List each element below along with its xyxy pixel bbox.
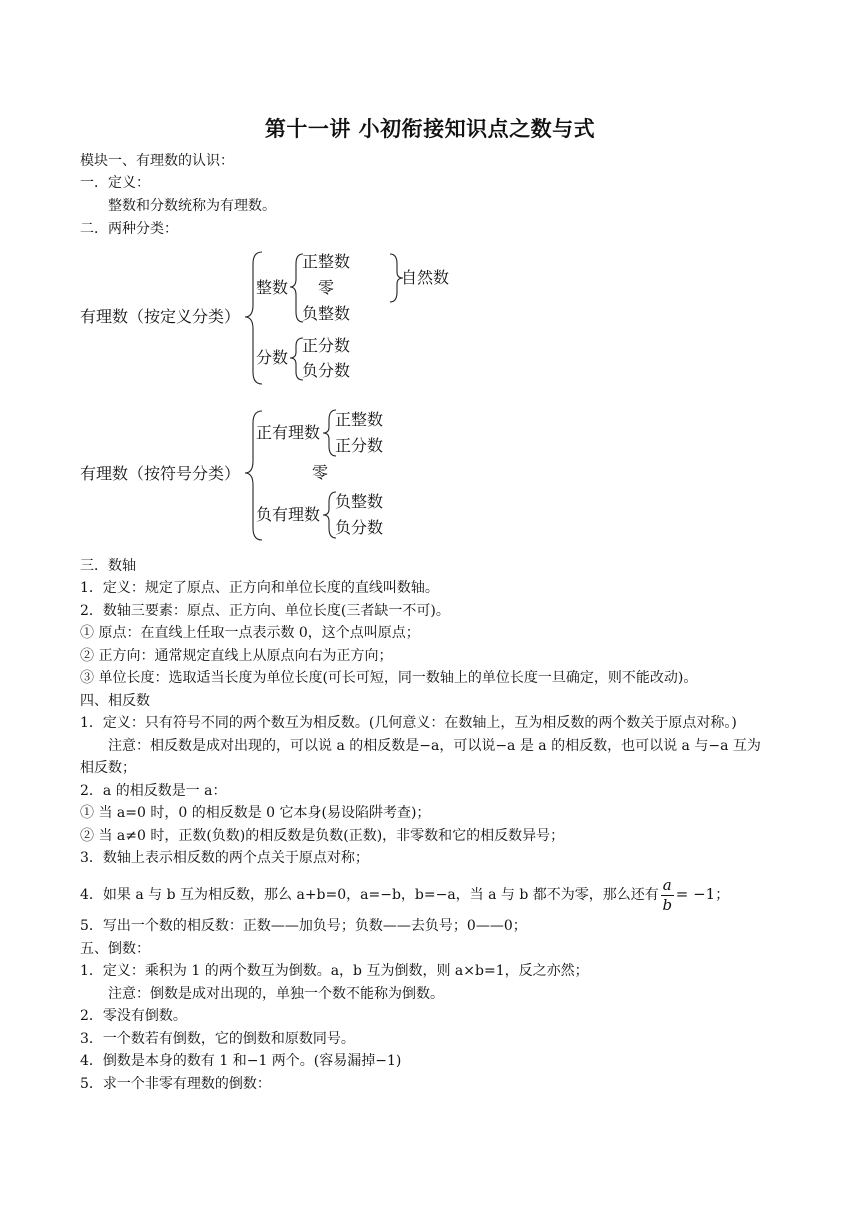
tree1-negative-integer: 负整数 <box>302 304 351 323</box>
section-4-line: 2．a 的相反数是一 a： <box>80 783 227 799</box>
section-4-line: ② 当 a≠0 时，正数(负数)的相反数是负数(正数)，非零数和它的相反数异号； <box>80 828 565 844</box>
section-4-line: ① 当 a=0 时，0 的相反数是 0 它本身(易设陷阱考查)； <box>80 805 431 821</box>
section-5-line: 3．一个数若有倒数，它的倒数和原数同号。 <box>80 1031 355 1047</box>
tree1-zero: 零 <box>318 278 335 297</box>
section-3-line: 1．定义：规定了原点、正方向和单位长度的直线叫数轴。 <box>80 580 439 596</box>
section-3-line: ① 原点：在直线上任取一点表示数 0，这个点叫原点； <box>80 625 420 641</box>
fraction-numerator: a <box>662 875 672 894</box>
section-5-line: 5．求一个非零有理数的倒数： <box>80 1076 271 1092</box>
section-5-heading: 五、倒数： <box>80 941 150 957</box>
tree2-positive-rational: 正有理数 <box>256 423 321 442</box>
section-4-line-fraction <box>80 874 729 915</box>
section-2-heading: 二．两种分类： <box>80 221 178 237</box>
tree2-positive-integer: 正整数 <box>335 410 384 429</box>
tree1-natural-number: 自然数 <box>401 268 450 287</box>
tree2-negative-integer: 负整数 <box>335 492 384 511</box>
section-5-note: 注意：倒数是成对出现的，单独一个数不能称为倒数。 <box>108 986 444 1002</box>
tree1-root: 有理数（按定义分类） <box>80 307 241 326</box>
section-1-heading: 一．定义： <box>80 175 150 191</box>
section-4-note: 注意：相反数是成对出现的，可以说 a 的相反数是−a，可以说−a 是 a 的相反数，也可以说 a 与−a 互为 <box>108 738 761 754</box>
tree1-negative-fraction: 负分数 <box>302 361 351 380</box>
tree2-zero: 零 <box>312 463 329 482</box>
fraction-denominator: b <box>662 895 673 914</box>
section-5-line: 4．倒数是本身的数有 1 和−1 两个。(容易漏掉−1) <box>80 1053 402 1069</box>
tree2-root: 有理数（按符号分类） <box>80 464 241 483</box>
section-5-line: 2．零没有倒数。 <box>80 1008 187 1024</box>
section-3-line: ② 正方向：通常规定直线上从原点向右为正方向； <box>80 648 393 664</box>
line-end-punct: ； <box>715 887 730 903</box>
section-4-line-text: 4．如果 a 与 b 互为相反数，那么 a+b=0，a=−b，b=−a，当 a 与 b 都不为零，那么还有 <box>80 887 659 903</box>
section-4-line: 3．数轴上表示相反数的两个点关于原点对称； <box>80 850 369 866</box>
section-3-line: 2．数轴三要素：原点、正方向、单位长度(三者缺一不可)。 <box>80 603 450 619</box>
tree2-negative-fraction: 负分数 <box>335 518 384 537</box>
fraction-result: = −1 <box>675 885 716 903</box>
tree2-negative-rational: 负有理数 <box>256 505 321 524</box>
section-4-heading: 四、相反数 <box>80 693 150 709</box>
tree1-positive-fraction: 正分数 <box>302 336 351 355</box>
section-1-body: 整数和分数统称为有理数。 <box>108 198 276 214</box>
section-4-line: 5．写出一个数的相反数：正数——加负号；负数——去负号；0——0； <box>80 918 527 934</box>
module-heading: 模块一、有理数的认识： <box>80 153 234 169</box>
tree1-positive-integer: 正整数 <box>302 252 351 271</box>
tree1-fraction: 分数 <box>256 348 289 367</box>
section-4-line: 1．定义：只有符号不同的两个数互为相反数。(几何意义：在数轴上，互为相反数的两个数关于原点对称。) <box>80 715 737 731</box>
section-4-note-cont: 相反数； <box>80 760 136 776</box>
section-3-heading: 三．数轴 <box>80 558 136 574</box>
tree2-positive-fraction: 正分数 <box>335 436 384 455</box>
section-3-line: ③ 单位长度：选取适当长度为单位长度(可长可短，同一数轴上的单位长度一旦确定，则不能改动)。 <box>80 670 698 686</box>
page-title: 第十一讲 小初衔接知识点之数与式 <box>264 117 596 141</box>
section-5-line: 1．定义：乘积为 1 的两个数互为倒数。a，b 互为倒数，则 a×b=1，反之亦然； <box>80 963 589 979</box>
tree1-integer: 整数 <box>256 278 289 297</box>
fraction-a-over-b <box>661 876 674 915</box>
